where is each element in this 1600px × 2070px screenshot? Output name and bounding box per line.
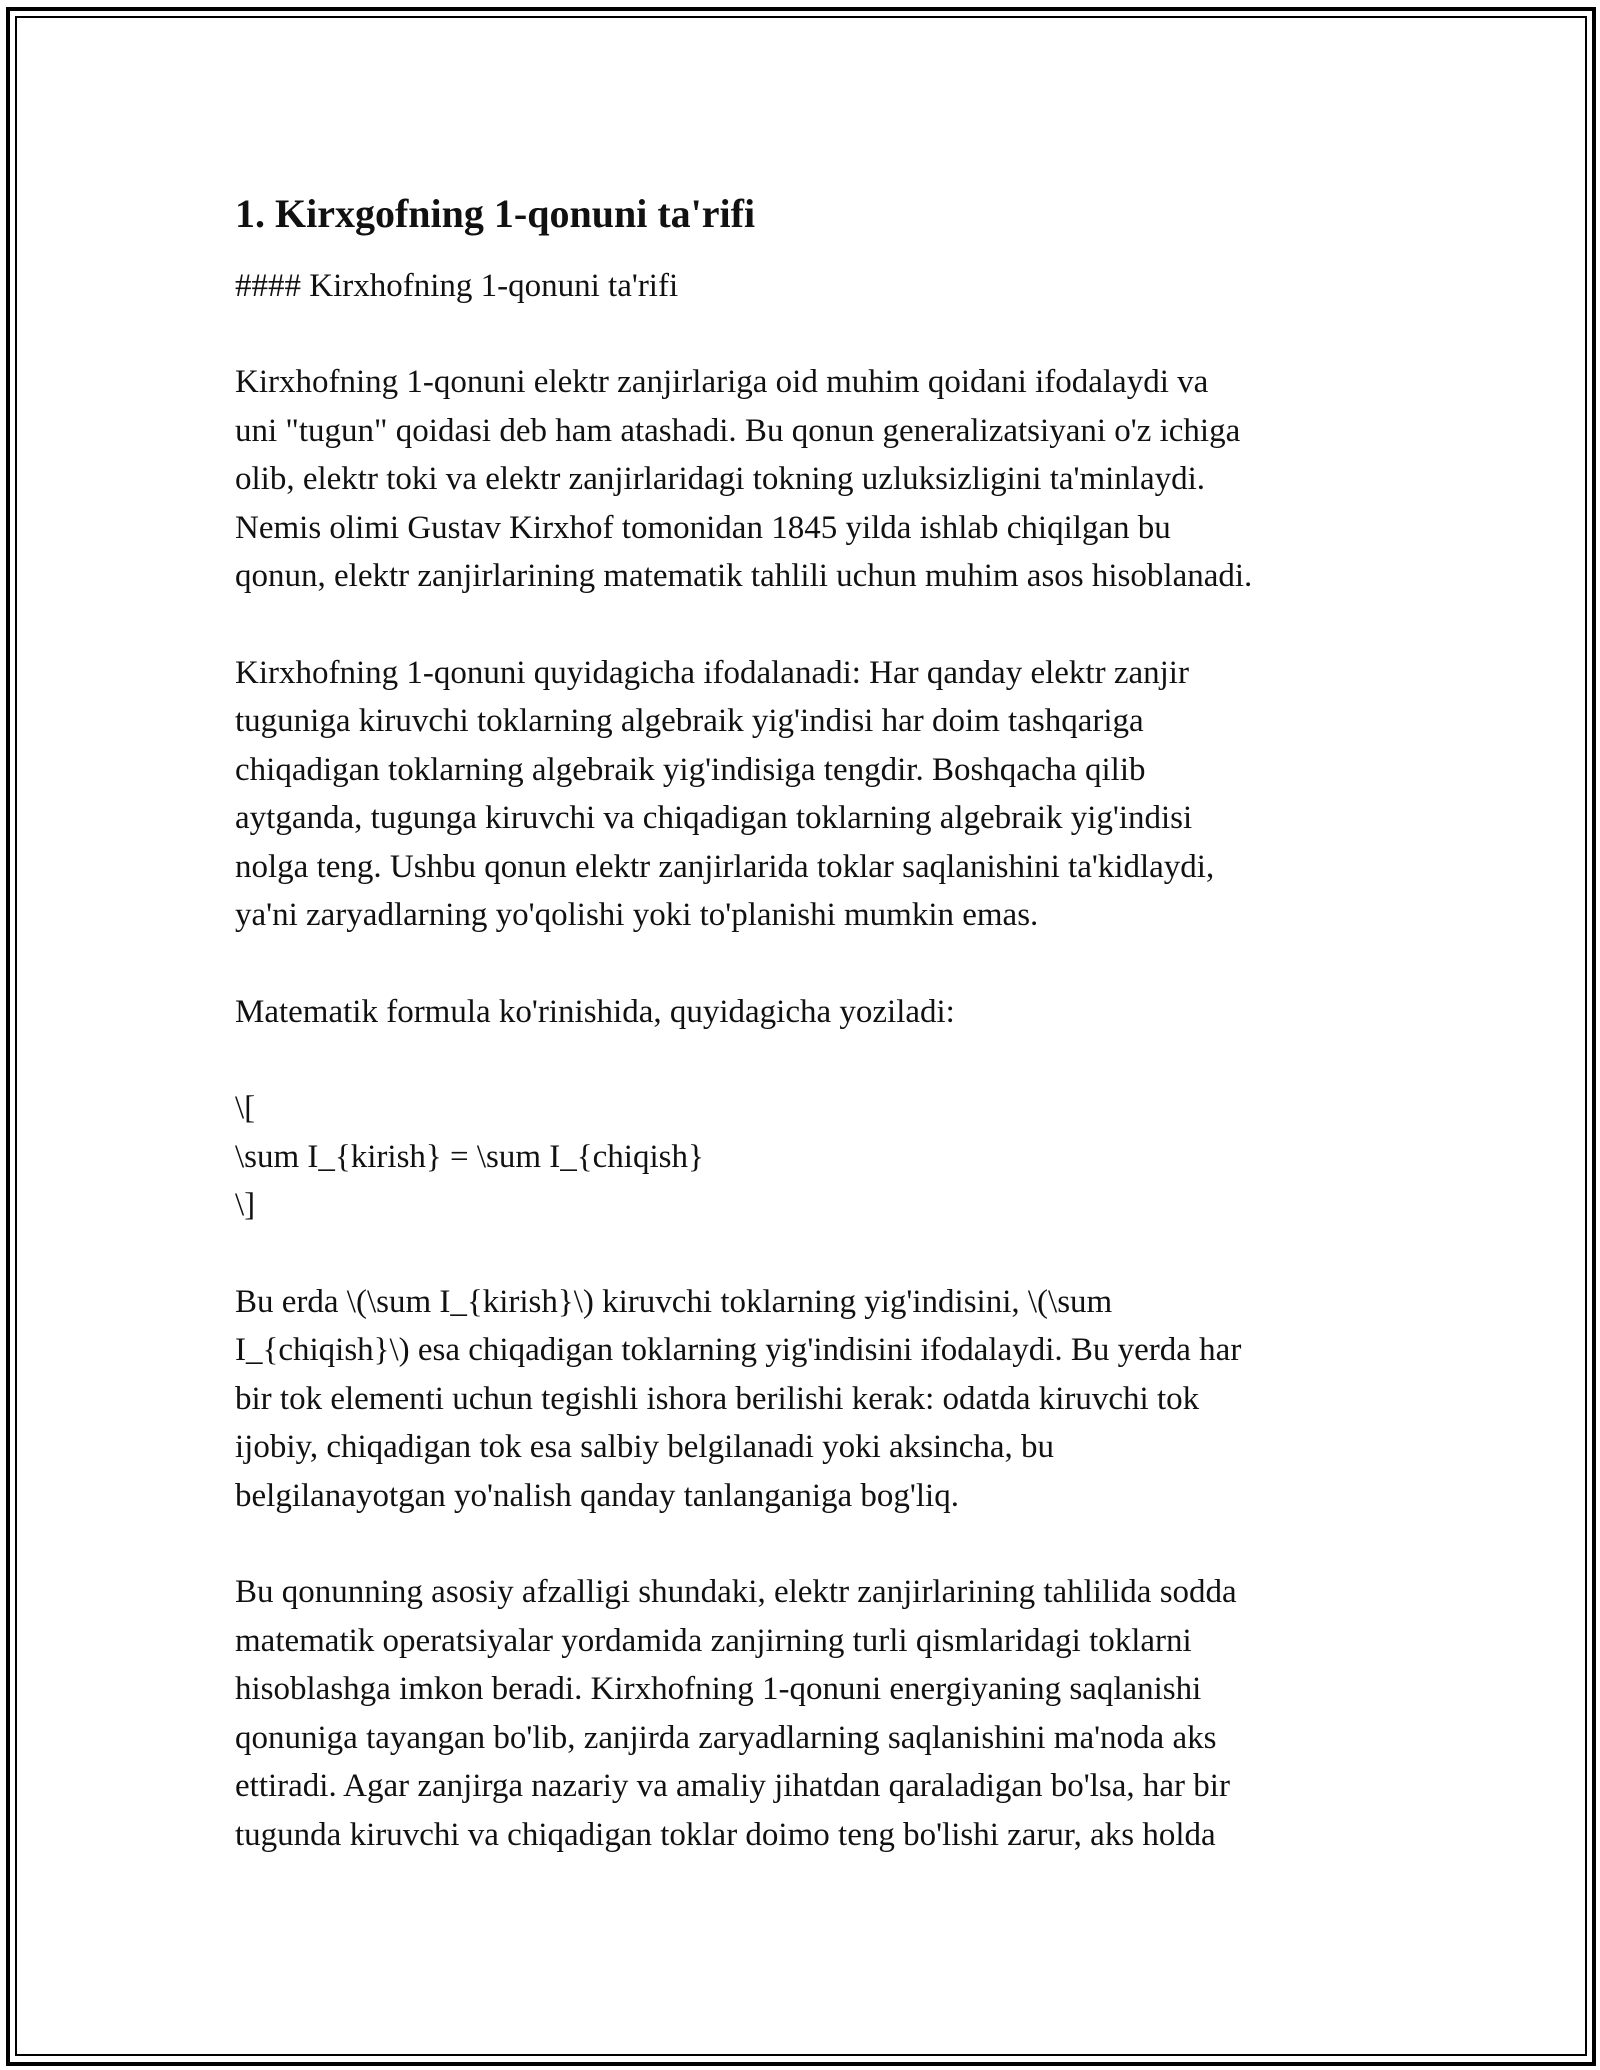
paragraph-explanation: Bu erda \(\sum I_{kirish}\) kiruvchi toklarning yig'indisini, \(\sum I_{chiqish}\) esa chiqadigan toklarning yig'indisini ifodalaydi. Bu yerda har bir tok elementi uchun tegishli ishora berilishi kerak: odatda kiruvchi tok ijobiy, chiqadigan tok esa salbiy belgilanadi yoki aksincha, bu belgilanayotgan yo'nalish qanday tanlanganiga bog'liq. xyxy=(235,1283,1242,1514)
section-subheading: #### Kirxhofning 1-qonuni ta'rifi xyxy=(235,268,679,304)
paragraph-definition: Kirxhofning 1-qonuni quyidagicha ifodalanadi: Har qanday elektr zanjir tuguniga kiruvchi toklarning algebraik yig'indisi har doim tashqariga chiqadigan toklarning algebraik yig'indisiga tengdir. Boshqacha qilib aytganda, tugunga kiruvchi va chiqadigan toklarning algebraik yig'indisi nolga teng. Ushbu qonun elektr zanjirlarida toklar saqlanishini ta'kidlaydi, ya'ni zaryadlarning yo'qolishi yoki to'planishi mumkin emas. xyxy=(235,654,1215,933)
paragraph-formula-intro: Matematik formula ko'rinishida, quyidagicha yoziladi: xyxy=(235,993,955,1030)
paragraph-advantage: Bu qonunning asosiy afzalligi shundaki, elektr zanjirlarining tahlilida sodda matematik operatsiyalar yordamida zanjirning turli qismlaridagi toklarni hisoblashga imkon beradi. Kirxhofning 1-qonuni energiyaning saqlanishi qonuniga tayangan bo'lib, zanjirda zaryadlarning saqlanishini ma'noda aks ettiradi. Agar zanjirga nazariy va amaliy jihatdan qaraladigan bo'lsa, har bir tugunda kiruvchi va chiqadigan toklar doimo teng bo'lishi zarur, aks holda xyxy=(235,1574,1237,1853)
document-body xyxy=(235,190,1375,1859)
formula-line-equation: \sum I_{kirish} = \sum I_{chiqish} xyxy=(235,1138,704,1175)
page-title: 1. Kirxgofning 1-qonuni ta'rifi xyxy=(235,191,756,236)
formula-line-close: \] xyxy=(235,1187,256,1223)
formula-line-open: \[ xyxy=(235,1090,256,1126)
formula-block xyxy=(235,1084,1375,1230)
paragraph-intro: Kirxhofning 1-qonuni elektr zanjirlariga oid muhim qoidani ifodalaydi va uni "tugun" qoidasi deb ham atashadi. Bu qonun generalizatsiyani o'z ichiga olib, elektr toki va elektr zanjirlaridagi tokning uzluksizligini ta'minlaydi. Nemis olimi Gustav Kirxhof tomonidan 1845 yilda ishlab chiqilgan bu qonun, elektr zanjirlarining matematik tahlili uchun muhim asos hisoblanadi. xyxy=(235,364,1253,594)
